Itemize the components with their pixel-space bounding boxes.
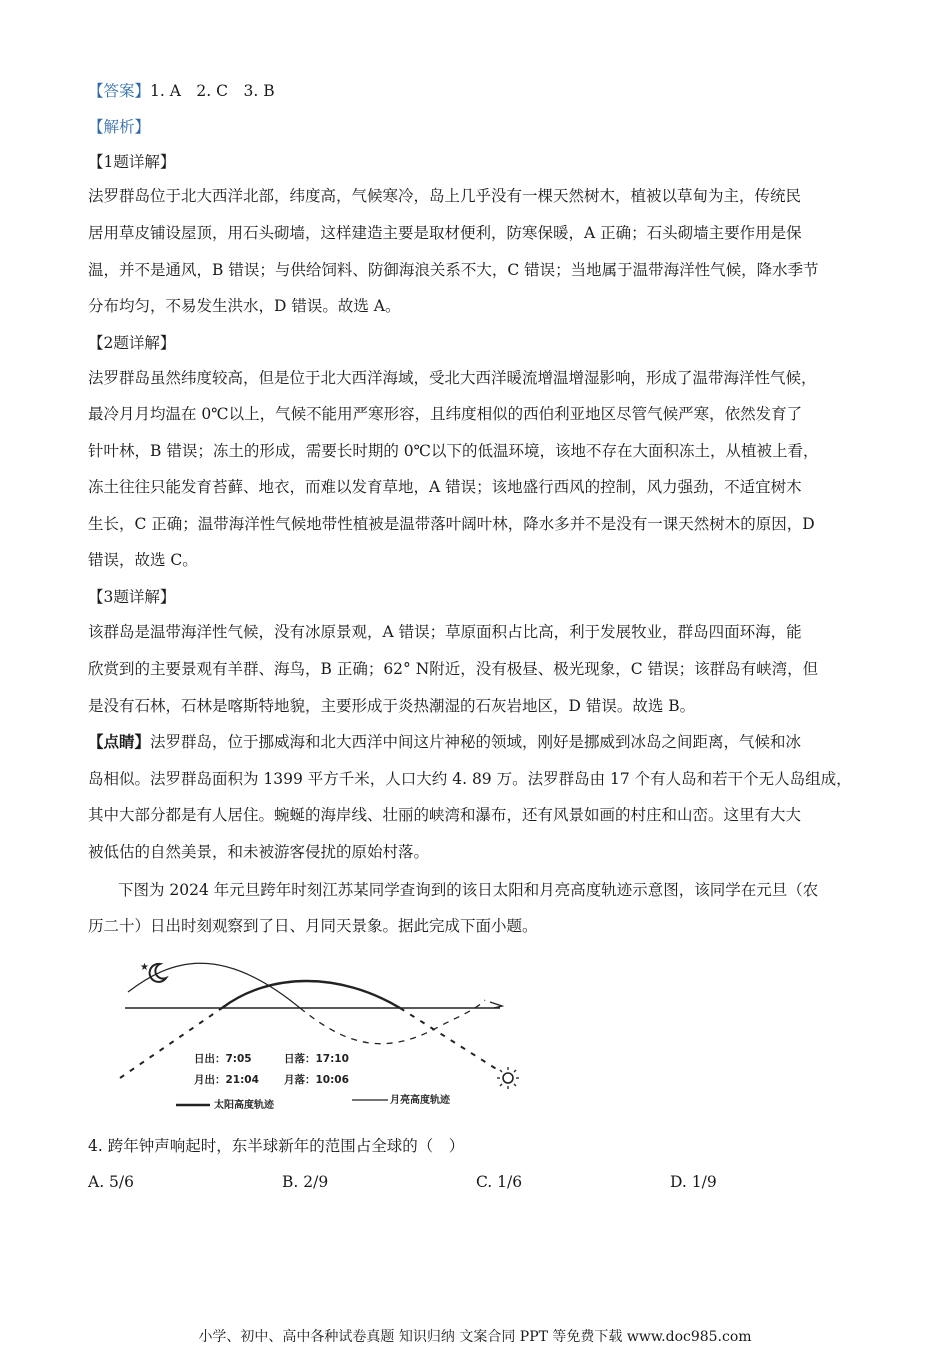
horizon-tail [490,1002,502,1008]
q2-line: 针叶林，B 错误；冻土的形成，需要长时期的 0℃以下的低温环境，该地不存在大面积冻土，从植被上看， [88,442,819,460]
note-line: 被低估的自然美景，和未被游客侵扰的原始村落。 [88,843,430,861]
q1-line: 法罗群岛位于北大西洋北部，纬度高，气候寒冷，岛上几乎没有一棵天然树木，植被以草甸为主，传统民 [88,187,802,205]
sunrise-label: 日出：7:05 [194,1053,252,1065]
moon-trajectory-below [300,1000,485,1044]
q2-line: 错误，故选 C。 [88,551,198,569]
note-line [88,732,801,752]
q4-option-a: A. 5/6 [88,1173,134,1191]
q3-line: 是没有石林，石林是喀斯特地貌，主要形成于炎热潮湿的石灰岩地区，D 错误。故选 B。 [88,697,696,715]
sun-trajectory-above [222,981,400,1008]
altitude-trajectory-figure [110,950,530,1110]
q4-option-b: B. 2/9 [282,1173,329,1191]
note-tag: 【点睛】 [88,732,151,751]
moonrise-label: 月出：21:04 [194,1074,259,1086]
note-text: 法罗群岛，位于挪威海和北大西洋中间这片神秘的领域，刚好是挪威到冰岛之间距离，气候和冰 [150,733,802,751]
q4-stem: 4. 跨年钟声响起时，东半球新年的范围占全球的（ ） [88,1137,465,1155]
intro-line: 历二十）日出时刻观察到了日、月同天景象。据此完成下面小题。 [88,917,538,935]
q4-option-c: C. 1/6 [476,1173,523,1191]
q4-option-d: D. 1/9 [670,1173,717,1191]
answer-text: 1. A 2. C 3. B [150,82,275,100]
answer-line [88,81,275,101]
q1-line: 居用草皮铺设屋顶，用石头砌墙，这样建造主要是取材便利，防寒保暖，A 正确；石头砌墙主要作用是保 [88,224,802,242]
moonset-label: 月落：10:06 [284,1074,349,1086]
analysis-tag: 【解析】 [88,118,151,136]
q2-heading: 【2题详解】 [88,334,176,352]
note-line: 岛相似。法罗群岛面积为 1399 平方千米，人口大约 4. 89 万。法罗群岛由 17 个有人岛和若干个无人岛组成， [88,770,852,788]
sun-trajectory-below-right [400,1008,498,1070]
page-footer: 小学、初中、高中各种试卷真题 知识归纳 文案合同 PPT 等免费下载 www.doc985.com [198,1329,752,1345]
legend-moon-label: 月亮高度轨迹 [390,1095,450,1106]
q2-line: 冻土往往只能发育苔藓、地衣，而难以发育草地，A 错误；该地盛行西风的控制，风力强劲，不适宜树木 [88,478,802,496]
q2-line: 法罗群岛虽然纬度较高，但是位于北大西洋海域，受北大西洋暖流增温增湿影响，形成了温带海洋性气候， [88,369,817,387]
q3-line: 欣赏到的主要景观有羊群、海鸟，B 正确；62° N附近，没有极昼、极光现象，C 错误；该群岛有峡湾，但 [88,660,819,678]
answer-tag: 【答案】 [88,82,151,100]
sun-icon [497,1067,519,1089]
intro-line: 下图为 2024 年元旦跨年时刻江苏某同学查询到的该日太阳和月亮高度轨迹示意图，该同学在元旦（农 [118,881,819,899]
q1-line: 温，并不是通风，B 错误；与供给饲料、防御海浪关系不大，C 错误；当地属于温带海洋性气候，降水季节 [88,261,819,279]
note-line: 其中大部分都是有人居住。蜿蜒的海岸线、壮丽的峡湾和瀑布，还有风景如画的村庄和山峦。这里有大大 [88,806,802,824]
q2-line: 生长，C 正确；温带海洋性气候地带性植被是温带落叶阔叶林，降水多并不是没有一课天然树木的原因，D [88,515,815,533]
q3-heading: 【3题详解】 [88,588,176,606]
legend-sun-label: 太阳高度轨迹 [214,1100,274,1110]
q1-heading: 【1题详解】 [88,153,176,171]
q2-line: 最冷月月均温在 0℃以上，气候不能用严寒形容，且纬度相似的西伯利亚地区尽管气候严寒，依然发育了 [88,405,803,423]
q1-line: 分布均匀，不易发生洪水，D 错误。故选 A。 [88,297,401,315]
moon-trajectory-above [128,963,300,1008]
svg-text:★: ★ [140,962,149,973]
sunset-label: 日落：17:10 [284,1053,349,1065]
q3-line: 该群岛是温带海洋性气候，没有冰原景观，A 错误；草原面积占比高，利于发展牧业，群岛四面环海，能 [88,623,802,641]
sun-trajectory-below-left [120,1008,222,1078]
